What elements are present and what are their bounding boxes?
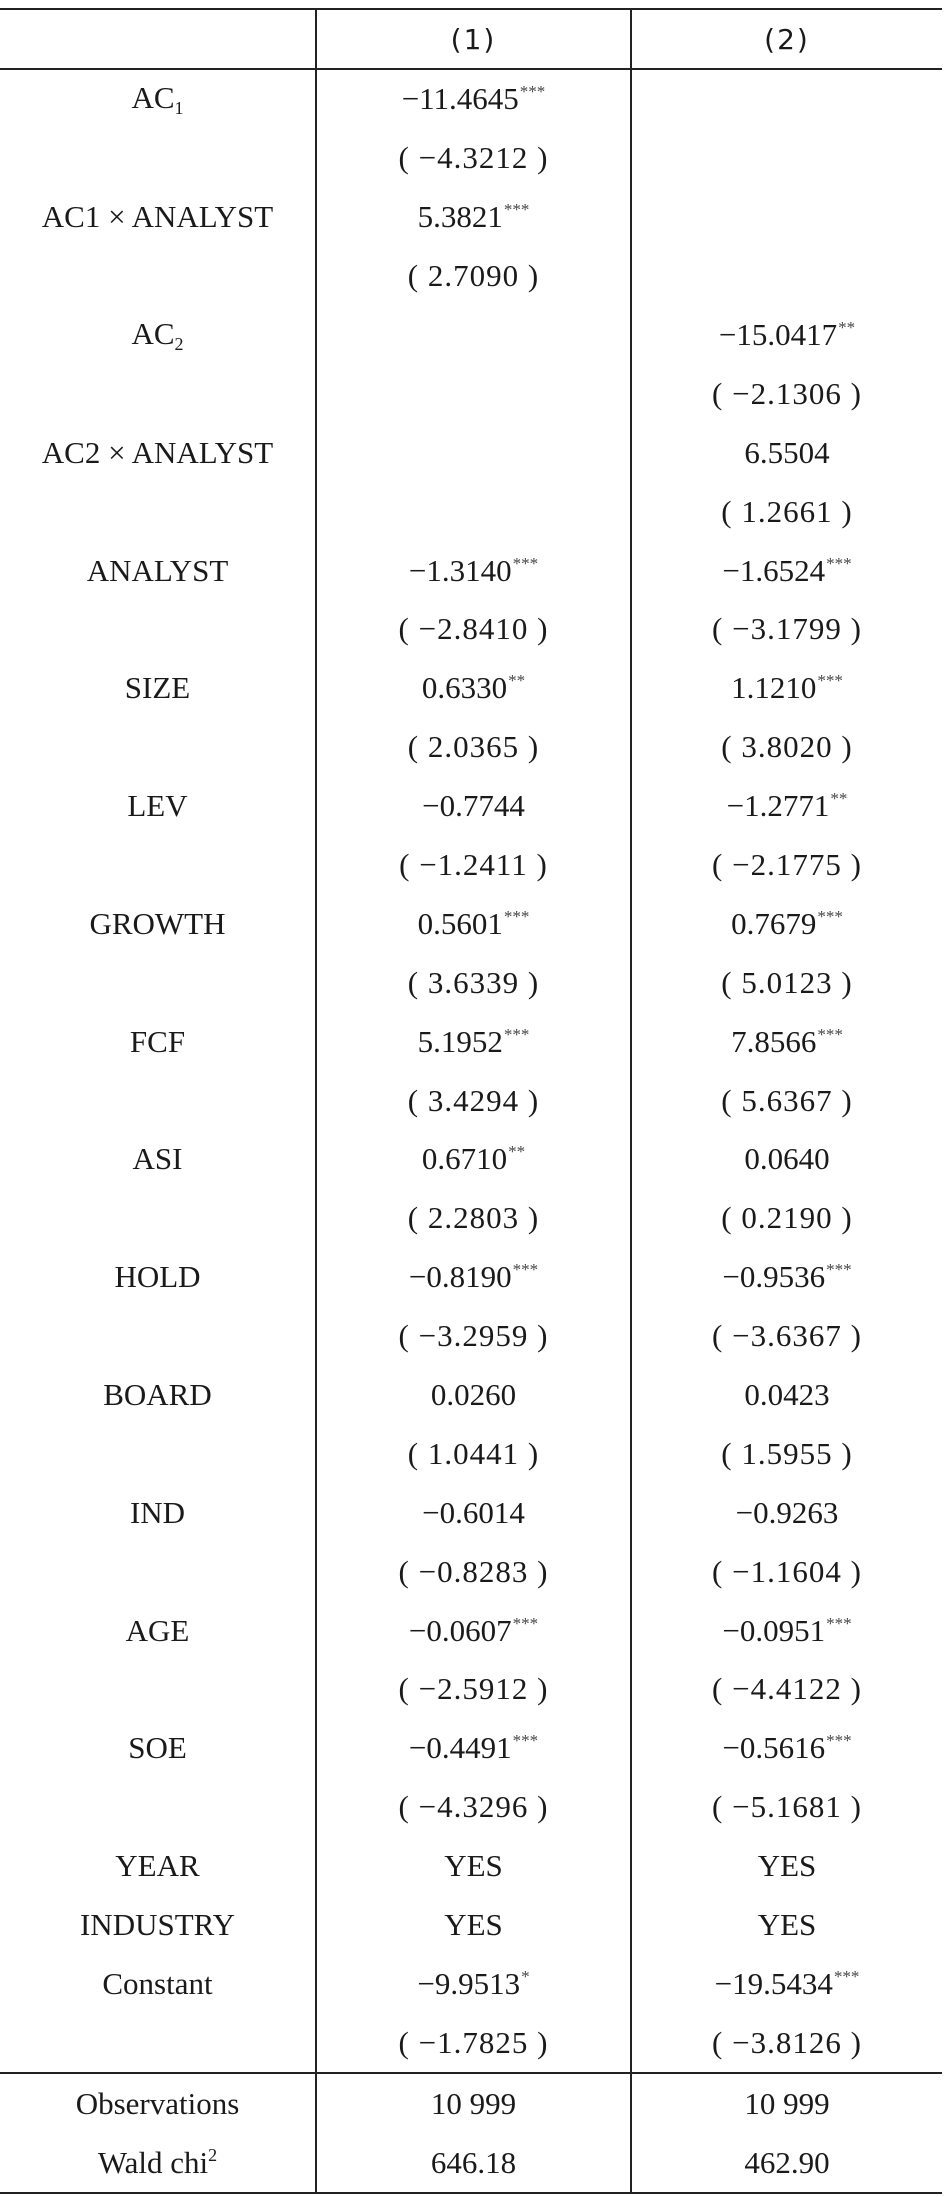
coef-cell: −0.7744 bbox=[316, 777, 631, 836]
table-row-tstat bbox=[0, 1189, 942, 1248]
coef-cell: 0.0640 bbox=[631, 1130, 942, 1189]
tstat-cell: ( 1.2661 ) bbox=[631, 482, 942, 541]
coef-cell: −0.0607*** bbox=[316, 1601, 631, 1660]
table-row-tstat bbox=[0, 247, 942, 306]
control-cell: YES bbox=[631, 1896, 942, 1955]
significance-stars: *** bbox=[519, 82, 546, 102]
row-label-hold: HOLD bbox=[114, 1259, 201, 1295]
table-row-tstat bbox=[0, 953, 942, 1012]
significance-stars: *** bbox=[826, 1260, 852, 1280]
table-row bbox=[0, 1719, 942, 1778]
row-label-fcf: FCF bbox=[129, 1023, 186, 1059]
coef-cell: −0.4491*** bbox=[316, 1719, 631, 1778]
coef-cell: −11.4645*** bbox=[316, 69, 631, 129]
tstat-cell: ( −3.1799 ) bbox=[631, 600, 942, 659]
significance-stars: ** bbox=[508, 1142, 526, 1162]
tstat-cell: ( 5.0123 ) bbox=[631, 953, 942, 1012]
row-label-ind: IND bbox=[129, 1494, 186, 1530]
summary-cell: 10 999 bbox=[316, 2073, 631, 2133]
tstat-cell: ( −4.4122 ) bbox=[631, 1660, 942, 1719]
table-row bbox=[0, 1837, 942, 1896]
row-label-year: YEAR bbox=[115, 1848, 200, 1884]
coef-cell: 7.8566*** bbox=[631, 1012, 942, 1071]
tstat-cell: ( −4.3212 ) bbox=[316, 129, 631, 188]
row-label-soe: SOE bbox=[128, 1730, 187, 1766]
table-row-tstat bbox=[0, 482, 942, 541]
coef-cell: 6.5504 bbox=[631, 423, 942, 482]
coef-cell: −0.6014 bbox=[316, 1483, 631, 1542]
significance-stars: *** bbox=[826, 1613, 852, 1633]
summary-cell: 10 999 bbox=[631, 2073, 942, 2133]
significance-stars: *** bbox=[826, 553, 852, 573]
significance-stars: ** bbox=[508, 671, 526, 691]
table-row bbox=[0, 306, 942, 365]
tstat-cell: ( −3.2959 ) bbox=[316, 1307, 631, 1366]
coef-cell: −15.0417** bbox=[631, 306, 942, 365]
coef-cell: 0.0260 bbox=[316, 1366, 631, 1425]
coef-cell: 0.6710** bbox=[316, 1130, 631, 1189]
row-label-ac1: $AC_1$ bbox=[131, 79, 184, 118]
summary-cell: 462.90 bbox=[631, 2133, 942, 2193]
coef-cell: −0.9263 bbox=[631, 1483, 942, 1542]
table-row bbox=[0, 1012, 942, 1071]
tstat-cell: ( −3.6367 ) bbox=[631, 1307, 942, 1366]
coef-cell bbox=[631, 69, 942, 129]
table-row bbox=[0, 1955, 942, 2014]
table-row-tstat bbox=[0, 718, 942, 777]
significance-stars: *** bbox=[512, 1613, 539, 1633]
table-row-tstat bbox=[0, 129, 942, 188]
regression-table bbox=[0, 8, 942, 2194]
table-row-tstat bbox=[0, 836, 942, 895]
coef-cell: 5.1952*** bbox=[316, 1012, 631, 1071]
tstat-cell: ( −0.8283 ) bbox=[316, 1542, 631, 1601]
control-cell: YES bbox=[631, 1837, 942, 1896]
tstat-cell: ( 5.6367 ) bbox=[631, 1071, 942, 1130]
coef-cell: 0.7679*** bbox=[631, 894, 942, 953]
significance-stars: *** bbox=[817, 671, 843, 691]
tstat-cell: ( −2.8410 ) bbox=[316, 600, 631, 659]
coef-cell: −1.6524*** bbox=[631, 541, 942, 600]
coef-cell: 0.6330** bbox=[316, 659, 631, 718]
significance-stars: *** bbox=[503, 1024, 530, 1044]
row-label-industry: INDUSTRY bbox=[79, 1907, 235, 1943]
row-label-ac1-analyst: AC1 × ANALYST bbox=[41, 199, 274, 235]
table-row bbox=[0, 423, 942, 482]
significance-stars: ** bbox=[838, 318, 856, 337]
coef-cell: 5.3821*** bbox=[316, 188, 631, 247]
table-row bbox=[0, 1896, 942, 1955]
significance-stars: *** bbox=[512, 1731, 539, 1751]
table-row bbox=[0, 1366, 942, 1425]
header-variable-cell bbox=[0, 9, 316, 69]
table-row-tstat bbox=[0, 1660, 942, 1719]
table-row bbox=[0, 188, 942, 247]
table-row bbox=[0, 1601, 942, 1660]
summary-row-observations bbox=[0, 2073, 942, 2133]
significance-stars: *** bbox=[512, 1260, 539, 1280]
row-label-lev: LEV bbox=[127, 788, 188, 824]
tstat-cell: ( 1.5955 ) bbox=[631, 1424, 942, 1483]
coef-cell: 0.0423 bbox=[631, 1366, 942, 1425]
row-label-age: AGE bbox=[125, 1612, 190, 1648]
tstat-cell: ( −1.2411 ) bbox=[316, 836, 631, 895]
table-row bbox=[0, 659, 942, 718]
significance-stars: ** bbox=[830, 789, 848, 809]
tstat-cell: ( 2.7090 ) bbox=[316, 247, 631, 306]
table-row bbox=[0, 894, 942, 953]
coef-cell: −0.8190*** bbox=[316, 1248, 631, 1307]
significance-stars: *** bbox=[503, 200, 530, 220]
tstat-cell: ( −2.1775 ) bbox=[631, 836, 942, 895]
coef-cell: −19.5434*** bbox=[631, 1955, 942, 2014]
tstat-cell: ( 3.6339 ) bbox=[316, 953, 631, 1012]
significance-stars: *** bbox=[512, 553, 539, 573]
row-label-observations: Observations bbox=[0, 2073, 316, 2133]
table-row-tstat bbox=[0, 1071, 942, 1130]
table-row bbox=[0, 69, 942, 129]
row-label-constant: Constant bbox=[102, 1965, 213, 2001]
table-row bbox=[0, 1248, 942, 1307]
row-label-asi: ASI bbox=[132, 1141, 183, 1177]
header-model-1: (1) bbox=[316, 9, 631, 69]
table-row-tstat bbox=[0, 1307, 942, 1366]
row-label-size: SIZE bbox=[124, 670, 191, 706]
tstat-cell: ( −5.1681 ) bbox=[631, 1778, 942, 1837]
control-cell: YES bbox=[316, 1896, 631, 1955]
significance-stars: * bbox=[521, 1966, 530, 1986]
tstat-cell: ( 2.2803 ) bbox=[316, 1189, 631, 1248]
row-label-analyst: ANALYST bbox=[86, 552, 229, 588]
coef-cell: −1.3140*** bbox=[316, 541, 631, 600]
tstat-cell: ( 3.4294 ) bbox=[316, 1071, 631, 1130]
tstat-cell: ( 2.0365 ) bbox=[316, 718, 631, 777]
coef-cell: −0.9536*** bbox=[631, 1248, 942, 1307]
tstat-cell: ( −2.1306 ) bbox=[631, 364, 942, 423]
coef-cell: 0.5601*** bbox=[316, 894, 631, 953]
coef-cell: −9.9513* bbox=[316, 1955, 631, 2014]
significance-stars: *** bbox=[826, 1731, 852, 1751]
table-row-tstat bbox=[0, 1542, 942, 1601]
table-header-row bbox=[0, 9, 942, 69]
significance-stars: *** bbox=[817, 1024, 843, 1044]
tstat-cell: ( 1.0441 ) bbox=[316, 1424, 631, 1483]
table-row-tstat bbox=[0, 1424, 942, 1483]
tstat-cell: ( 3.8020 ) bbox=[631, 718, 942, 777]
coef-cell: −0.0951*** bbox=[631, 1601, 942, 1660]
tstat-cell: ( −3.8126 ) bbox=[631, 2013, 942, 2073]
table-row bbox=[0, 777, 942, 836]
coef-cell: −0.5616*** bbox=[631, 1719, 942, 1778]
table-row-tstat bbox=[0, 1778, 942, 1837]
header-model-2: (2) bbox=[631, 9, 942, 69]
row-label-wald: Wald chi$^2$ bbox=[0, 2133, 316, 2193]
tstat-cell: ( −1.1604 ) bbox=[631, 1542, 942, 1601]
summary-cell: 646.18 bbox=[316, 2133, 631, 2193]
tstat-cell: ( −4.3296 ) bbox=[316, 1778, 631, 1837]
table-row bbox=[0, 541, 942, 600]
row-label-board: BOARD bbox=[103, 1377, 212, 1413]
table-row bbox=[0, 1130, 942, 1189]
tstat-cell: ( −1.7825 ) bbox=[316, 2013, 631, 2073]
tstat-cell: ( −2.5912 ) bbox=[316, 1660, 631, 1719]
row-label-ac2: $AC_2$ bbox=[131, 315, 184, 354]
summary-row-wald bbox=[0, 2133, 942, 2193]
significance-stars: *** bbox=[503, 906, 530, 926]
table-row bbox=[0, 1483, 942, 1542]
coef-cell: −1.2771** bbox=[631, 777, 942, 836]
row-label-ac2-analyst: AC2 × ANALYST bbox=[41, 434, 274, 470]
significance-stars: *** bbox=[833, 1966, 860, 1986]
table-row-tstat bbox=[0, 364, 942, 423]
table-row-tstat bbox=[0, 2013, 942, 2073]
significance-stars: *** bbox=[817, 906, 843, 926]
control-cell: YES bbox=[316, 1837, 631, 1896]
tstat-cell: ( 0.2190 ) bbox=[631, 1189, 942, 1248]
row-label-growth: GROWTH bbox=[89, 905, 226, 941]
coef-cell: 1.1210*** bbox=[631, 659, 942, 718]
table-row-tstat bbox=[0, 600, 942, 659]
